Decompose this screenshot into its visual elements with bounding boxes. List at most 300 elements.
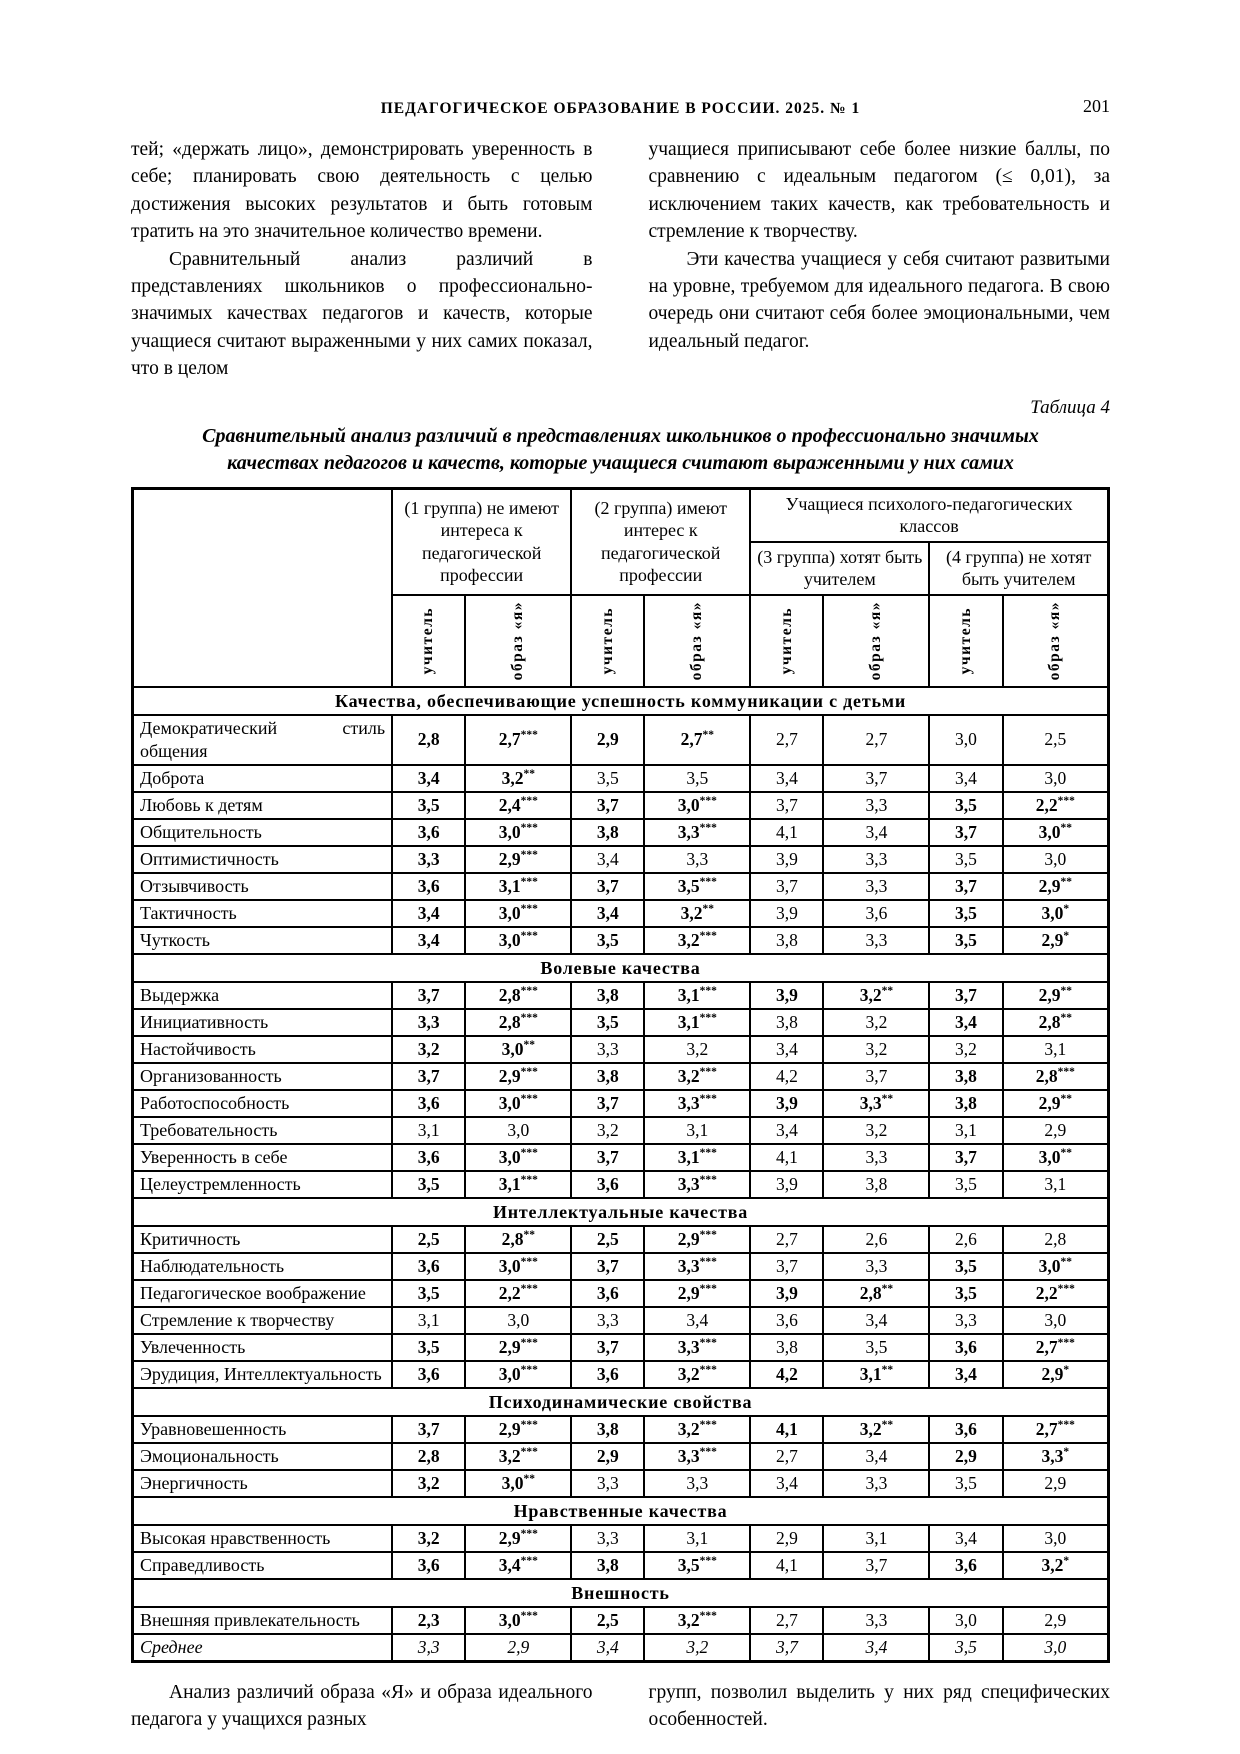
significance-asterisks: ** bbox=[881, 984, 894, 997]
table-row bbox=[133, 1416, 1109, 1443]
quality-label: Справедливость bbox=[133, 1552, 393, 1579]
value-cell: 3,3 bbox=[823, 1144, 929, 1171]
body-bottom-right-column bbox=[649, 1679, 1111, 1734]
value-cell: 3,7 bbox=[571, 1334, 644, 1361]
quality-label: Критичность bbox=[133, 1226, 393, 1253]
value-cell: 2,6 bbox=[929, 1226, 1002, 1253]
table-row bbox=[133, 927, 1109, 954]
self-image-column-header-text: образ «я» bbox=[1046, 600, 1064, 681]
significance-asterisks: *** bbox=[520, 1255, 538, 1268]
value-cell: 2,8*** bbox=[465, 982, 571, 1009]
group3-header: (3 группа) хотят быть учителем bbox=[750, 542, 929, 595]
self-image-column-header-text: образ «я» bbox=[688, 600, 706, 681]
value-cell: 3,0 bbox=[1003, 765, 1109, 792]
value-cell: 3,5*** bbox=[644, 1552, 750, 1579]
quality-label: Оптимистичность bbox=[133, 846, 393, 873]
value-cell: 3,7 bbox=[392, 1416, 465, 1443]
significance-asterisks: * bbox=[1063, 1363, 1070, 1376]
significance-asterisks: *** bbox=[699, 875, 717, 888]
value-cell: 3,4 bbox=[750, 1470, 823, 1497]
page-number: 201 bbox=[1083, 96, 1110, 116]
table-title: Сравнительный анализ различий в представлениях школьников о профессионально значимых качествах педагогов и качеств, которые учащиеся считают выраженными у них самих bbox=[202, 424, 1039, 474]
value-cell: 3,3 bbox=[571, 1470, 644, 1497]
value-cell: 3,3 bbox=[823, 1607, 929, 1634]
significance-asterisks: * bbox=[1063, 902, 1070, 915]
table-row bbox=[133, 1063, 1109, 1090]
quality-label: Доброта bbox=[133, 765, 393, 792]
quality-label: Тактичность bbox=[133, 900, 393, 927]
section-header-row bbox=[133, 954, 1109, 982]
value-cell: 3,1*** bbox=[465, 873, 571, 900]
significance-asterisks: *** bbox=[1057, 794, 1075, 807]
value-cell: 3,6 bbox=[929, 1334, 1002, 1361]
table-row bbox=[133, 792, 1109, 819]
value-cell: 3,3*** bbox=[644, 1090, 750, 1117]
value-cell: 3,3*** bbox=[644, 1253, 750, 1280]
value-cell: 3,1*** bbox=[644, 1144, 750, 1171]
value-cell: 3,6 bbox=[750, 1307, 823, 1334]
table-row bbox=[133, 1253, 1109, 1280]
group2-header: (2 группа) имеют интерес к педагогической профессии bbox=[571, 488, 750, 595]
table-row bbox=[133, 1525, 1109, 1552]
value-cell: 2,9*** bbox=[465, 1063, 571, 1090]
value-cell: 3,4 bbox=[392, 927, 465, 954]
value-cell: 2,7 bbox=[750, 1226, 823, 1253]
value-cell: 3,1** bbox=[823, 1361, 929, 1388]
teacher-column-header-text: учитель bbox=[956, 607, 974, 675]
value-cell: 3,6 bbox=[823, 900, 929, 927]
value-cell: 3,4 bbox=[750, 1117, 823, 1144]
value-cell: 3,3*** bbox=[644, 1171, 750, 1198]
significance-asterisks: *** bbox=[699, 1282, 717, 1295]
value-cell: 2,5 bbox=[571, 1607, 644, 1634]
significance-asterisks: * bbox=[1063, 929, 1070, 942]
value-cell: 3,1*** bbox=[644, 1009, 750, 1036]
value-cell: 3,4 bbox=[571, 846, 644, 873]
value-cell: 3,3 bbox=[392, 1634, 465, 1662]
value-cell: 3,4 bbox=[392, 900, 465, 927]
value-cell: 2,7 bbox=[750, 1443, 823, 1470]
body-bottom-left-column bbox=[131, 1679, 593, 1734]
value-cell: 3,6 bbox=[392, 1144, 465, 1171]
value-cell: 3,4 bbox=[823, 1307, 929, 1334]
value-cell: 2,9* bbox=[1003, 1361, 1109, 1388]
value-cell: 3,2 bbox=[392, 1470, 465, 1497]
value-cell: 3,4 bbox=[823, 1634, 929, 1662]
value-cell: 3,3 bbox=[823, 1253, 929, 1280]
value-cell: 3,3* bbox=[1003, 1443, 1109, 1470]
self-image-column-header bbox=[1003, 595, 1109, 687]
value-cell: 3,1 bbox=[644, 1525, 750, 1552]
value-cell: 3,0*** bbox=[644, 792, 750, 819]
quality-label: Целеустремленность bbox=[133, 1171, 393, 1198]
value-cell: 3,7 bbox=[571, 792, 644, 819]
journal-title: ПЕДАГОГИЧЕСКОЕ ОБРАЗОВАНИЕ В РОССИИ. 2025. № 1 bbox=[380, 100, 861, 117]
value-cell: 2,9*** bbox=[644, 1280, 750, 1307]
value-cell: 3,1 bbox=[392, 1117, 465, 1144]
value-cell: 3,7 bbox=[571, 1253, 644, 1280]
value-cell: 3,7 bbox=[823, 765, 929, 792]
value-cell: 3,5 bbox=[929, 1634, 1002, 1662]
value-cell: 2,5 bbox=[392, 1226, 465, 1253]
self-image-column-header bbox=[465, 595, 571, 687]
value-cell: 3,6 bbox=[392, 1090, 465, 1117]
value-cell: 3,3*** bbox=[644, 1334, 750, 1361]
value-cell: 3,6 bbox=[392, 873, 465, 900]
value-cell: 3,0*** bbox=[465, 900, 571, 927]
value-cell: 3,0*** bbox=[465, 1144, 571, 1171]
value-cell: 2,2*** bbox=[1003, 1280, 1109, 1307]
paragraph: учащиеся приписывают себе более низкие баллы, по сравнению с идеальным педагогом (≤ 0,01), за исключением таких качеств, как требовательность и стремление к творчеству. bbox=[648, 139, 1110, 243]
value-cell: 3,3 bbox=[823, 792, 929, 819]
quality-label: Работоспособность bbox=[133, 1090, 393, 1117]
value-cell: 3,7 bbox=[750, 1634, 823, 1662]
table-row bbox=[133, 715, 1109, 765]
value-cell: 3,8 bbox=[571, 819, 644, 846]
significance-asterisks: *** bbox=[699, 929, 717, 942]
significance-asterisks: *** bbox=[699, 1418, 717, 1431]
value-cell: 3,2 bbox=[644, 1036, 750, 1063]
significance-asterisks: *** bbox=[520, 821, 538, 834]
quality-label: Увлеченность bbox=[133, 1334, 393, 1361]
significance-asterisks: *** bbox=[520, 1173, 538, 1186]
value-cell: 3,7 bbox=[750, 873, 823, 900]
paragraph: групп, позволил выделить у них ряд специфических особенностей. bbox=[648, 1681, 1110, 1731]
value-cell: 3,2 bbox=[929, 1036, 1002, 1063]
value-cell: 3,5 bbox=[929, 846, 1002, 873]
value-cell: 3,8 bbox=[929, 1090, 1002, 1117]
significance-asterisks: *** bbox=[520, 1554, 538, 1567]
table-row bbox=[133, 1470, 1109, 1497]
table-row bbox=[133, 900, 1109, 927]
value-cell: 3,8 bbox=[571, 1063, 644, 1090]
significance-asterisks: *** bbox=[699, 1445, 717, 1458]
value-cell: 3,9 bbox=[750, 846, 823, 873]
significance-asterisks: *** bbox=[520, 729, 538, 742]
significance-asterisks: ** bbox=[881, 1282, 894, 1295]
self-image-column-header-text: образ «я» bbox=[509, 600, 526, 681]
value-cell: 3,9 bbox=[750, 1171, 823, 1198]
value-cell: 3,7 bbox=[571, 873, 644, 900]
value-cell: 3,9 bbox=[750, 1090, 823, 1117]
section-title: Нравственные качества bbox=[133, 1497, 1109, 1525]
value-cell: 3,4 bbox=[392, 765, 465, 792]
significance-asterisks: *** bbox=[699, 1011, 717, 1024]
significance-asterisks: ** bbox=[523, 767, 535, 780]
value-cell: 3,0*** bbox=[465, 1607, 571, 1634]
value-cell: 3,2** bbox=[823, 1416, 929, 1443]
significance-asterisks: *** bbox=[520, 984, 538, 997]
significance-asterisks: ** bbox=[702, 729, 715, 742]
value-cell: 3,1*** bbox=[465, 1171, 571, 1198]
value-cell: 2,9 bbox=[1003, 1470, 1109, 1497]
value-cell: 3,0*** bbox=[465, 819, 571, 846]
table-row bbox=[133, 1009, 1109, 1036]
quality-label: Уверенность в себе bbox=[133, 1144, 393, 1171]
value-cell: 3,5 bbox=[929, 1253, 1002, 1280]
value-cell: 3,5 bbox=[392, 1280, 465, 1307]
significance-asterisks: *** bbox=[699, 1554, 717, 1567]
value-cell: 3,0*** bbox=[465, 1090, 571, 1117]
section-title: Волевые качества bbox=[133, 954, 1109, 982]
value-cell: 3,5 bbox=[571, 1009, 644, 1036]
value-cell: 3,3 bbox=[571, 1307, 644, 1334]
value-cell: 3,8 bbox=[571, 1416, 644, 1443]
value-cell: 2,9 bbox=[1003, 1607, 1109, 1634]
quality-label: Уравновешенность bbox=[133, 1416, 393, 1443]
quality-label: Наблюдательность bbox=[133, 1253, 393, 1280]
value-cell: 3,3 bbox=[644, 846, 750, 873]
value-cell: 3,8 bbox=[750, 1334, 823, 1361]
significance-asterisks: *** bbox=[1057, 1282, 1075, 1295]
value-cell: 2,8** bbox=[465, 1226, 571, 1253]
value-cell: 3,2*** bbox=[644, 1063, 750, 1090]
value-cell: 4,2 bbox=[750, 1063, 823, 1090]
significance-asterisks: *** bbox=[699, 821, 717, 834]
significance-asterisks: ** bbox=[523, 1228, 535, 1241]
value-cell: 3,0*** bbox=[465, 1361, 571, 1388]
value-cell: 3,4 bbox=[929, 1009, 1002, 1036]
significance-asterisks: *** bbox=[520, 1363, 538, 1376]
value-cell: 2,7** bbox=[644, 715, 750, 765]
value-cell: 3,2*** bbox=[644, 1361, 750, 1388]
significance-asterisks: ** bbox=[523, 1038, 535, 1051]
significance-asterisks: *** bbox=[520, 1445, 538, 1458]
value-cell: 3,3** bbox=[823, 1090, 929, 1117]
value-cell: 3,4 bbox=[750, 1036, 823, 1063]
group4-header: (4 группа) не хотят быть учителем bbox=[929, 542, 1108, 595]
value-cell: 2,9** bbox=[1003, 873, 1109, 900]
quality-label: Общительность bbox=[133, 819, 393, 846]
quality-label: Среднее bbox=[133, 1634, 393, 1662]
value-cell: 3,4 bbox=[571, 900, 644, 927]
quality-label: Отзывчивость bbox=[133, 873, 393, 900]
value-cell: 3,2 bbox=[392, 1036, 465, 1063]
value-cell: 3,8 bbox=[929, 1063, 1002, 1090]
value-cell: 3,7 bbox=[929, 873, 1002, 900]
value-cell: 3,4 bbox=[929, 1525, 1002, 1552]
value-cell: 3,2** bbox=[465, 765, 571, 792]
section-title: Интеллектуальные качества bbox=[133, 1198, 1109, 1226]
significance-asterisks: ** bbox=[523, 1472, 535, 1485]
paragraph: тей; «держать лицо», демонстрировать уверенность в себе; планировать свою деятельность с целью достижения высоких результатов и быть готовым тратить на это значительное количество времени. bbox=[131, 139, 593, 243]
comparison-table bbox=[131, 487, 1110, 1663]
table-row bbox=[133, 1361, 1109, 1388]
teacher-column-header-text: учитель bbox=[598, 607, 616, 675]
table-corner-cell bbox=[133, 488, 393, 687]
significance-asterisks: *** bbox=[699, 1363, 717, 1376]
significance-asterisks: *** bbox=[699, 1092, 717, 1105]
table-row bbox=[133, 846, 1109, 873]
table-row bbox=[133, 1144, 1109, 1171]
quality-label: Любовь к детям bbox=[133, 792, 393, 819]
value-cell: 3,4 bbox=[644, 1307, 750, 1334]
teacher-column-header bbox=[392, 595, 465, 687]
value-cell: 3,3*** bbox=[644, 1443, 750, 1470]
table-row bbox=[133, 873, 1109, 900]
value-cell: 3,5 bbox=[392, 792, 465, 819]
value-cell: 3,4 bbox=[750, 765, 823, 792]
group1-header: (1 группа) не имеют интереса к педагогической профессии bbox=[392, 488, 571, 595]
significance-asterisks: ** bbox=[881, 1418, 894, 1431]
value-cell: 2,9*** bbox=[465, 1525, 571, 1552]
value-cell: 2,9 bbox=[571, 715, 644, 765]
value-cell: 2,9 bbox=[1003, 1117, 1109, 1144]
teacher-column-header bbox=[929, 595, 1002, 687]
value-cell: 3,0** bbox=[465, 1470, 571, 1497]
value-cell: 3,6 bbox=[571, 1171, 644, 1198]
value-cell: 3,8 bbox=[750, 1009, 823, 1036]
value-cell: 4,1 bbox=[750, 1552, 823, 1579]
value-cell: 3,3 bbox=[823, 1470, 929, 1497]
value-cell: 3,2*** bbox=[644, 927, 750, 954]
significance-asterisks: ** bbox=[1060, 1255, 1072, 1268]
significance-asterisks: *** bbox=[1057, 1418, 1075, 1431]
value-cell: 4,2 bbox=[750, 1361, 823, 1388]
table-label: Таблица 4 bbox=[1030, 396, 1110, 418]
quality-label: Внешняя привлекательность bbox=[133, 1607, 393, 1634]
value-cell: 3,3 bbox=[392, 1009, 465, 1036]
value-cell: 3,6 bbox=[571, 1280, 644, 1307]
significance-asterisks: *** bbox=[520, 1065, 538, 1078]
value-cell: 3,7 bbox=[929, 819, 1002, 846]
value-cell: 3,5 bbox=[929, 1280, 1002, 1307]
value-cell: 3,5 bbox=[823, 1334, 929, 1361]
paragraph: Сравнительный анализ различий в представлениях школьников о профессионально-значимых качествах педагогов и качеств, которые учащиеся считают выраженными у них самих показал, что в целом bbox=[131, 248, 593, 380]
significance-asterisks: ** bbox=[1060, 821, 1072, 834]
value-cell: 3,3 bbox=[823, 873, 929, 900]
value-cell: 3,6 bbox=[392, 1361, 465, 1388]
value-cell: 2,2*** bbox=[1003, 792, 1109, 819]
significance-asterisks: ** bbox=[1060, 1146, 1072, 1159]
value-cell: 3,3 bbox=[929, 1307, 1002, 1334]
significance-asterisks: *** bbox=[699, 1336, 717, 1349]
value-cell: 3,8 bbox=[571, 982, 644, 1009]
value-cell: 3,2** bbox=[823, 982, 929, 1009]
significance-asterisks: ** bbox=[881, 1092, 894, 1105]
value-cell: 3,6 bbox=[929, 1552, 1002, 1579]
value-cell: 2,7 bbox=[750, 1607, 823, 1634]
significance-asterisks: *** bbox=[520, 1282, 538, 1295]
value-cell: 3,0* bbox=[1003, 900, 1109, 927]
table-row bbox=[133, 1334, 1109, 1361]
value-cell: 3,1 bbox=[1003, 1171, 1109, 1198]
value-cell: 2,8** bbox=[823, 1280, 929, 1307]
significance-asterisks: *** bbox=[699, 794, 717, 807]
quality-label: Демократический стиль общения bbox=[133, 715, 393, 765]
significance-asterisks: *** bbox=[520, 1011, 538, 1024]
value-cell: 3,0 bbox=[1003, 1307, 1109, 1334]
quality-label: Требовательность bbox=[133, 1117, 393, 1144]
value-cell: 3,5 bbox=[929, 792, 1002, 819]
table-row bbox=[133, 1090, 1109, 1117]
value-cell: 3,4*** bbox=[465, 1552, 571, 1579]
value-cell: 3,0 bbox=[465, 1117, 571, 1144]
value-cell: 4,1 bbox=[750, 819, 823, 846]
value-cell: 3,7 bbox=[929, 1144, 1002, 1171]
section-title: Психодинамические свойства bbox=[133, 1388, 1109, 1416]
section-title: Качества, обеспечивающие успешность коммуникации с детьми bbox=[133, 687, 1109, 715]
value-cell: 3,5 bbox=[571, 765, 644, 792]
significance-asterisks: *** bbox=[699, 1065, 717, 1078]
table-row bbox=[133, 1226, 1109, 1253]
significance-asterisks: *** bbox=[520, 794, 538, 807]
value-cell: 3,0 bbox=[465, 1307, 571, 1334]
body-top-left-column bbox=[131, 136, 593, 383]
value-cell: 3,8 bbox=[750, 927, 823, 954]
value-cell: 2,9* bbox=[1003, 927, 1109, 954]
value-cell: 3,7 bbox=[750, 792, 823, 819]
value-cell: 3,8 bbox=[823, 1171, 929, 1198]
value-cell: 3,7 bbox=[571, 1144, 644, 1171]
significance-asterisks: *** bbox=[520, 1146, 538, 1159]
value-cell: 2,4*** bbox=[465, 792, 571, 819]
value-cell: 2,6 bbox=[823, 1226, 929, 1253]
value-cell: 3,1*** bbox=[644, 982, 750, 1009]
value-cell: 2,8** bbox=[1003, 1009, 1109, 1036]
table-row bbox=[133, 819, 1109, 846]
value-cell: 3,5 bbox=[929, 1470, 1002, 1497]
significance-asterisks: ** bbox=[1060, 984, 1072, 997]
significance-asterisks: *** bbox=[520, 848, 538, 861]
value-cell: 2,9** bbox=[1003, 982, 1109, 1009]
table-row bbox=[133, 1634, 1109, 1662]
significance-asterisks: * bbox=[1063, 1445, 1070, 1458]
supergroup-header: Учащиеся психолого-педагогических классов bbox=[750, 488, 1108, 542]
self-image-column-header-text: образ «я» bbox=[867, 600, 885, 681]
value-cell: 3,2 bbox=[644, 1634, 750, 1662]
value-cell: 3,0** bbox=[1003, 819, 1109, 846]
significance-asterisks: *** bbox=[520, 875, 538, 888]
value-cell: 3,2*** bbox=[644, 1416, 750, 1443]
significance-asterisks: *** bbox=[699, 1255, 717, 1268]
table-row bbox=[133, 1443, 1109, 1470]
value-cell: 3,7 bbox=[823, 1063, 929, 1090]
body-bottom bbox=[131, 1679, 1110, 1734]
table-row bbox=[133, 1036, 1109, 1063]
significance-asterisks: *** bbox=[520, 1527, 538, 1540]
value-cell: 3,5 bbox=[571, 927, 644, 954]
section-header-row bbox=[133, 1579, 1109, 1607]
value-cell: 3,5 bbox=[929, 927, 1002, 954]
value-cell: 2,9 bbox=[571, 1443, 644, 1470]
self-image-column-header bbox=[823, 595, 929, 687]
value-cell: 3,1 bbox=[644, 1117, 750, 1144]
value-cell: 2,8 bbox=[1003, 1226, 1109, 1253]
significance-asterisks: ** bbox=[1060, 1092, 1072, 1105]
significance-asterisks: *** bbox=[520, 1092, 538, 1105]
quality-label: Высокая нравственность bbox=[133, 1525, 393, 1552]
quality-label: Эмоциональность bbox=[133, 1443, 393, 1470]
significance-asterisks: *** bbox=[520, 902, 538, 915]
table-row bbox=[133, 1307, 1109, 1334]
value-cell: 3,2 bbox=[571, 1117, 644, 1144]
section-header-row bbox=[133, 687, 1109, 715]
value-cell: 2,7 bbox=[750, 715, 823, 765]
table-row bbox=[133, 1280, 1109, 1307]
value-cell: 3,7 bbox=[929, 982, 1002, 1009]
value-cell: 3,1 bbox=[392, 1307, 465, 1334]
value-cell: 3,0 bbox=[1003, 846, 1109, 873]
value-cell: 3,0** bbox=[465, 1036, 571, 1063]
value-cell: 3,0*** bbox=[465, 927, 571, 954]
table-row bbox=[133, 982, 1109, 1009]
value-cell: 2,8 bbox=[392, 715, 465, 765]
value-cell: 3,1 bbox=[929, 1117, 1002, 1144]
value-cell: 3,3 bbox=[571, 1036, 644, 1063]
value-cell: 3,0 bbox=[929, 715, 1002, 765]
value-cell: 3,2 bbox=[392, 1525, 465, 1552]
